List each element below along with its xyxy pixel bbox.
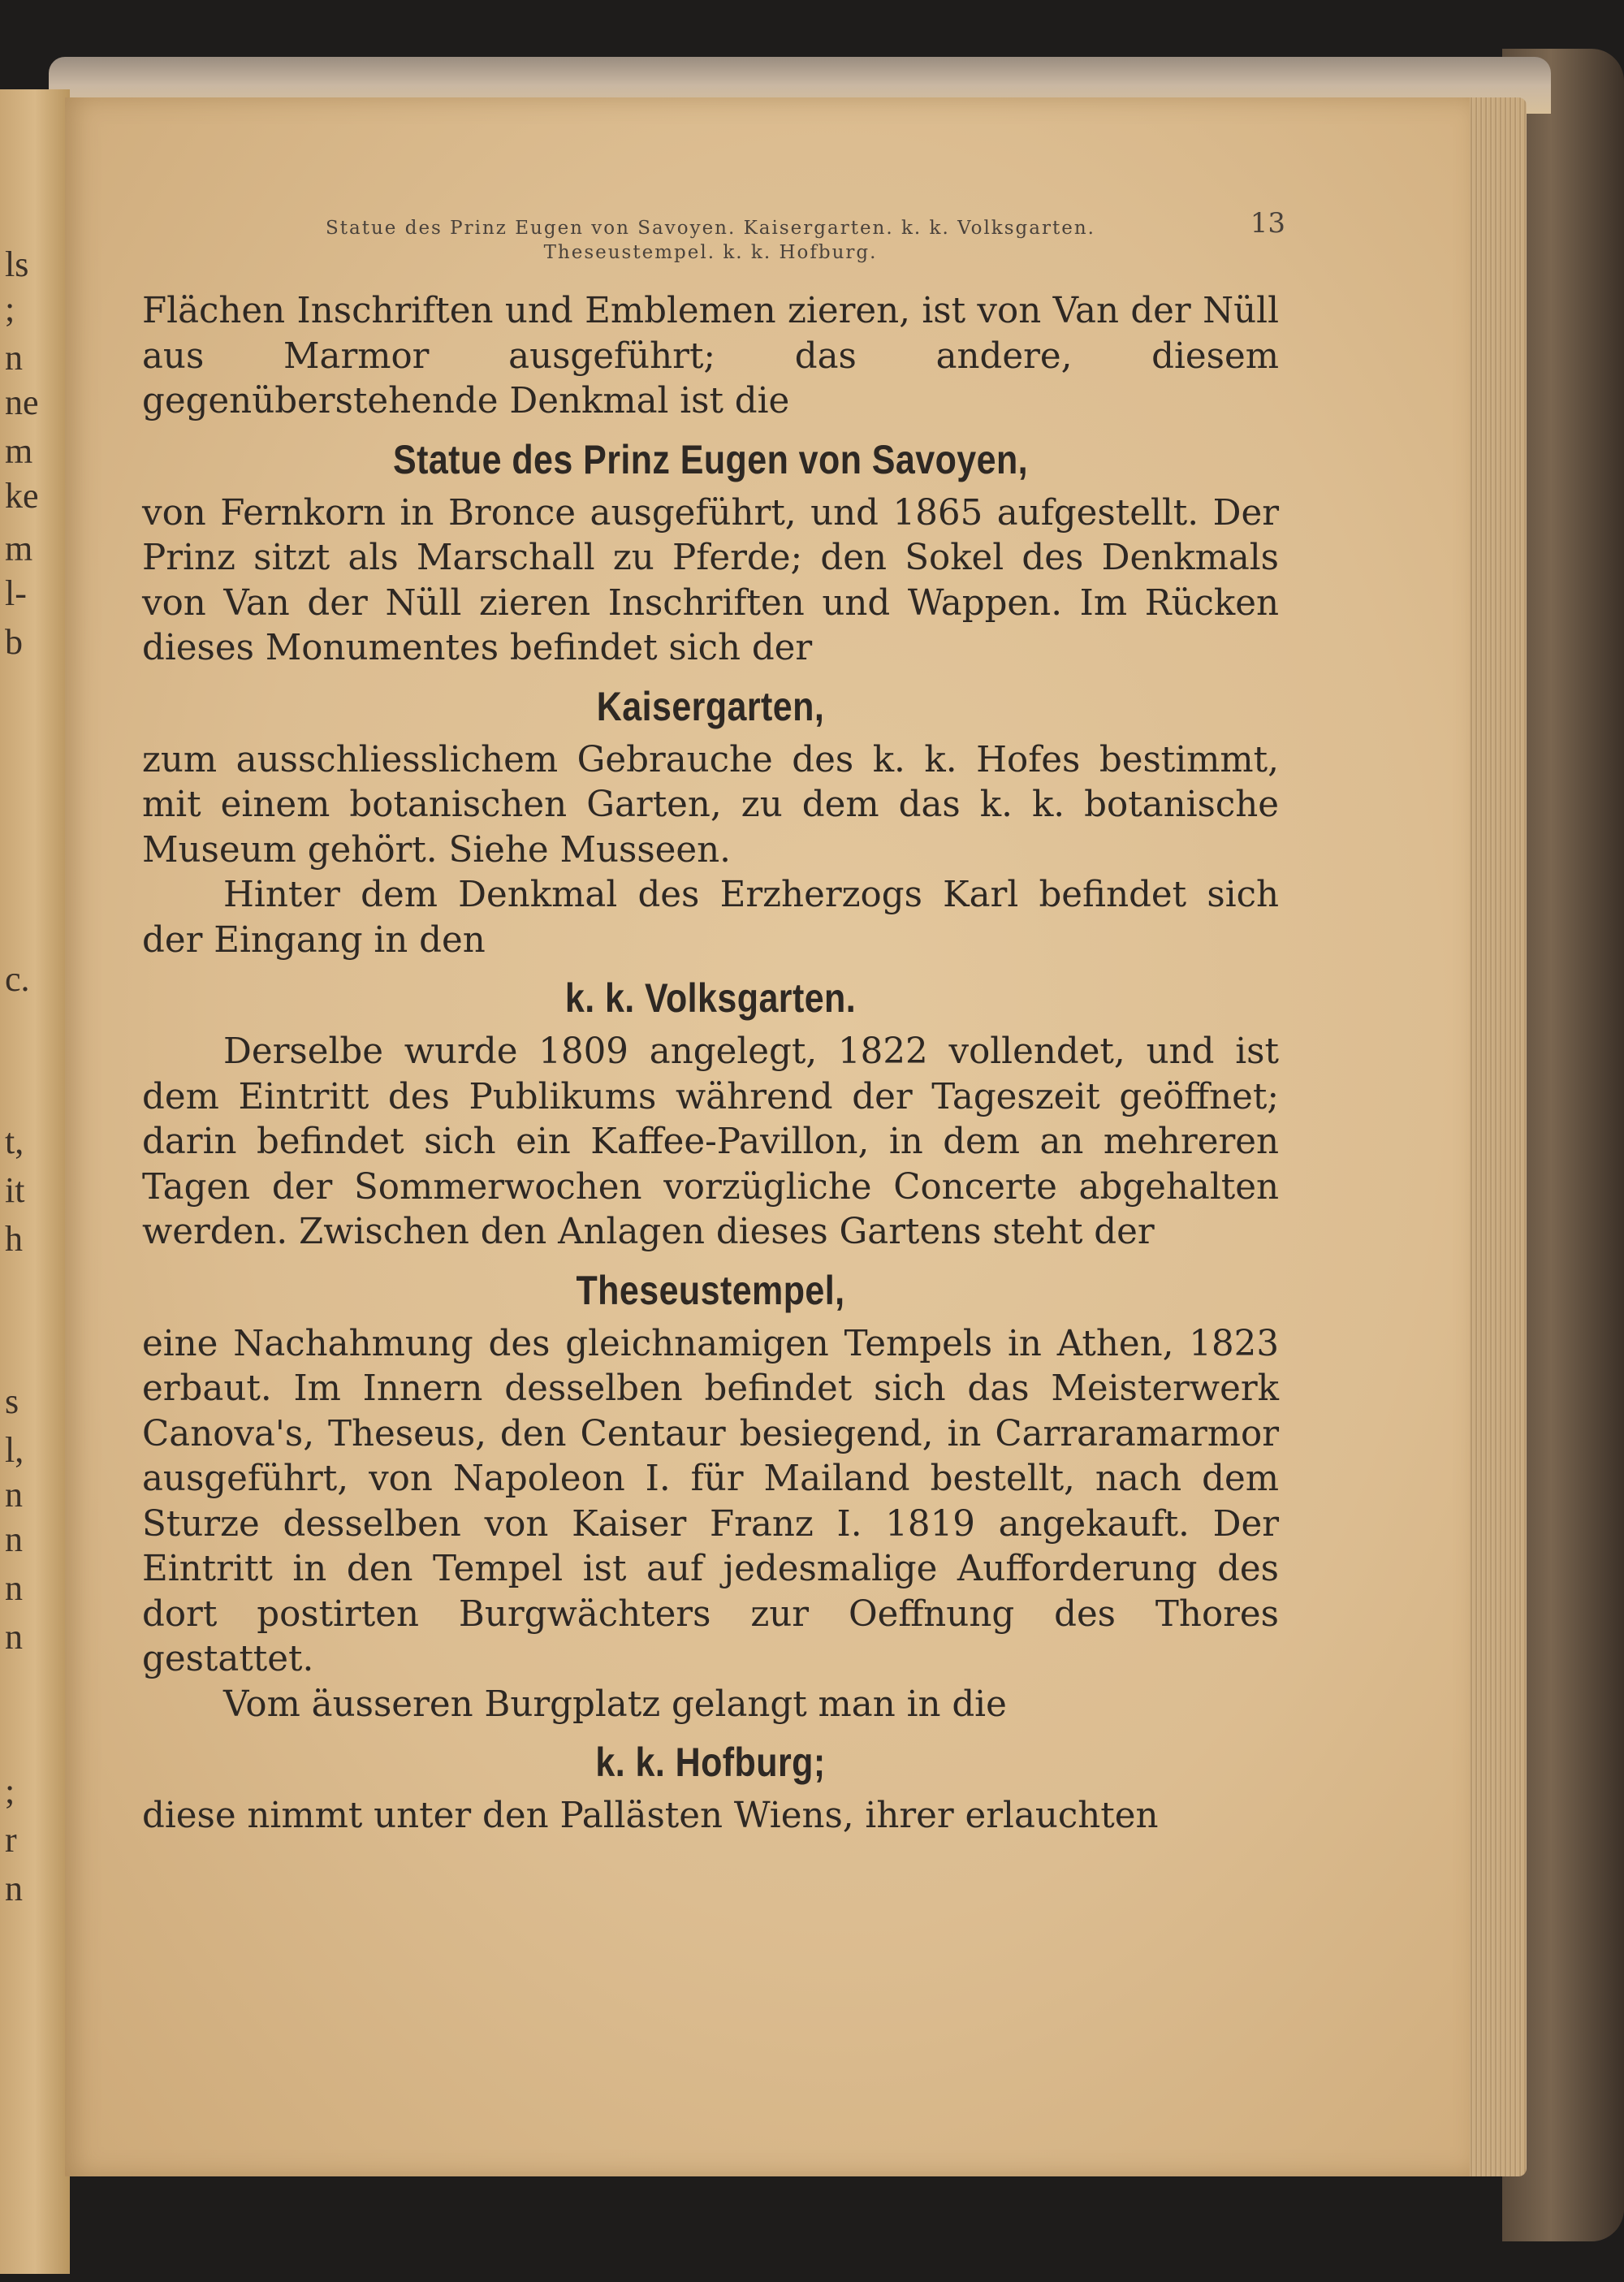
previous-page-fragment: m [5,529,33,568]
previous-page-fragment: it [5,1170,25,1210]
section-heading [222,431,1199,488]
previous-page-fragment: n [5,1617,23,1657]
previous-page-fragment: t, [5,1122,24,1161]
previous-page-fragment: r [5,1820,17,1860]
body-paragraph [142,738,1279,874]
paragraph-text: Flächen Inschriften und Emblemen zieren, ist von Van der Nüll aus Marmor ausgeführt; das andere, diesem gegenüberstehende Denkmal ist die [142,291,1279,421]
previous-page-sliver [0,89,70,2274]
heading-text: Theseustempel, [576,1267,845,1313]
previous-page-fragment: ls [5,244,29,284]
previous-page-fragment: ; [5,1771,15,1811]
previous-page-fragment: ne [5,382,39,422]
previous-page-fragment: s [5,1381,19,1421]
previous-page-fragment: n [5,1475,23,1515]
previous-page-fragment: n [5,338,23,378]
paragraph-text: zum ausschliesslichem Gebrauche des k. k. Hofes bestimmt, mit einem botanischen Garten, zu dem das k. k. botanische Museum gehört. Siehe Musseen. [142,739,1279,871]
body-paragraph [142,289,1279,425]
previous-page-fragment: l- [5,573,27,613]
previous-page-fragment: l, [5,1430,24,1470]
previous-page-fragment: c. [5,959,30,999]
body-paragraph [142,1794,1279,1839]
heading-text: Kaisergarten, [596,683,825,729]
previous-page-fragment: ke [5,476,39,516]
previous-page-fragment: h [5,1219,23,1259]
running-head-line-2: Theseustempel. k. k. Hofburg. [543,242,878,263]
running-head-line-1: Statue des Prinz Eugen von Savoyen. Kaisergarten. k. k. Volksgarten. [326,218,1095,239]
paragraph-text: Vom äusseren Burgplatz gelangt man in die [223,1683,1007,1725]
paragraph-text: von Fernkorn in Bronce ausgeführt, und 1865 aufgestellt. Der Prinz sitzt als Marschall zu Pferde; den Sokel des Denkmals von Van der Nüll zieren Inschriften und Wappen. Im Rücken dieses Monumentes befindet sich der [142,492,1279,668]
paragraph-text: diese nimmt unter den Pallästen Wiens, ihrer erlauchten [142,1796,1159,1836]
page-content [142,207,1285,1839]
body-paragraph [142,1322,1279,1683]
page-number: 13 [1250,207,1285,240]
body-paragraph [142,491,1279,672]
previous-page-fragment: n [5,1519,23,1559]
paragraph-text: Derselbe wurde 1809 angelegt, 1822 vollendet, und ist dem Eintritt des Publikums während der Tageszeit geöffnet; darin befindet sich ein Kaffee-Pavillon, in dem an mehreren Tagen der Sommerwochen vorzügliche Concerte abgehalten werden. Zwischen den Anlagen dieses Gartens steht der [142,1031,1279,1252]
body-paragraph [142,873,1279,963]
heading-text: k. k. Volksgarten. [564,975,857,1021]
heading-text: k. k. Hofburg; [595,1740,826,1785]
body-paragraph [142,1683,1279,1728]
section-heading [222,970,1199,1026]
section-heading [222,1262,1199,1319]
heading-text: Statue des Prinz Eugen von Savoyen, [392,436,1029,482]
body-paragraph [142,1030,1279,1256]
paragraph-text: Hinter dem Denkmal des Erzherzogs Karl befindet sich der Eingang in den [142,875,1279,961]
section-heading [222,678,1199,735]
book-page [65,97,1470,2176]
paragraph-text: eine Nachahmung des gleichnamigen Tempels in Athen, 1823 erbaut. Im Innern desselben befindet sich das Meisterwerk Canova's, Theseus, den Centaur besiegend, in Carraramarmor ausgeführt, von Napoleon I. für Mailand bestellt, nach dem Sturze desselben von Kaiser Franz I. 1819 angekauft. Der Eintritt in den Tempel ist auf jedesmalige Aufforderung des dort postirten Burgwächters zur Oeffnung des Thores gestattet. [142,1323,1279,1679]
running-head [142,207,1285,265]
previous-page-fragment: n [5,1869,23,1908]
previous-page-fragment: m [5,431,33,471]
page-body [142,289,1279,1839]
previous-page-fragment: n [5,1568,23,1608]
section-heading [222,1734,1199,1791]
previous-page-fragment: ; [5,289,15,329]
previous-page-fragment: b [5,622,23,662]
